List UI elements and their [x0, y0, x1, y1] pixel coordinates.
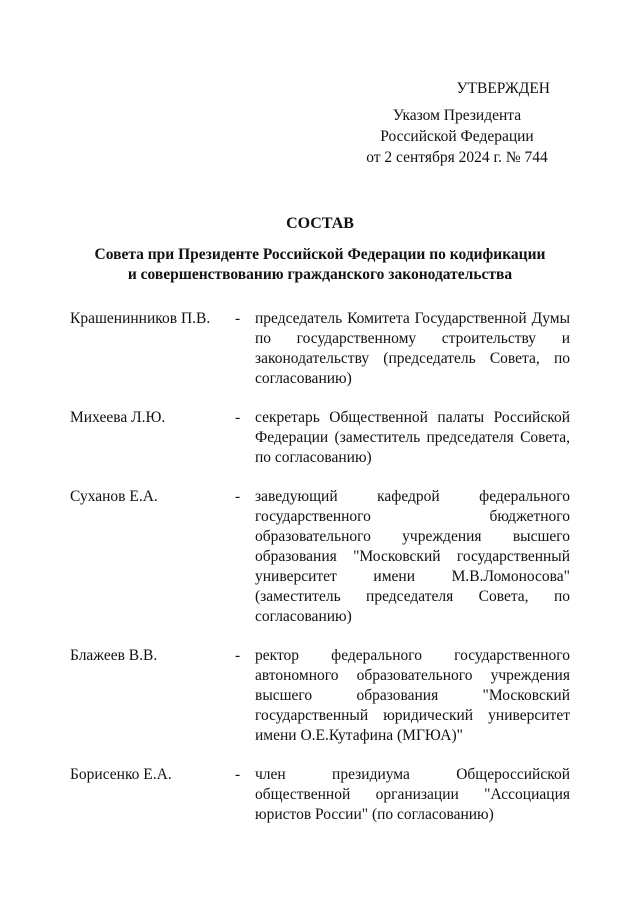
member-row	[70, 487, 570, 627]
member-row	[70, 309, 570, 389]
member-role: член президиума Общероссийской общественной организации "Ассоциация юристов России" (по согласованию)	[255, 766, 570, 823]
approval-line-date: от 2 сентября 2024 г. № 744	[366, 149, 548, 166]
member-dash: -	[235, 766, 241, 783]
member-dash: -	[235, 647, 241, 664]
approval-line-federation: Российской Федерации	[380, 128, 534, 145]
document-subtitle-line-2: и совершенствованию гражданского законодательства	[127, 266, 513, 283]
document-title-block	[70, 215, 570, 285]
member-name: Суханов Е.А.	[70, 488, 158, 505]
member-row	[70, 408, 570, 468]
approval-line-decree: Указом Президента	[392, 107, 522, 124]
member-role: председатель Комитета Государственной Думы по государственному строительству и законодательству (председатель Совета, по согласованию)	[255, 310, 570, 387]
member-role: заведующий кафедрой федерального государственного бюджетного образовательного учреждения высшего образования "Московский государственный университет имени М.В.Ломоносова" (заместитель председателя Совета, по согласованию)	[255, 488, 570, 625]
member-dash: -	[235, 310, 241, 327]
member-dash: -	[235, 409, 241, 426]
member-name: Михеева Л.Ю.	[70, 409, 166, 426]
document-title: СОСТАВ	[286, 215, 354, 232]
member-name: Борисенко Е.А.	[70, 766, 172, 783]
member-role: ректор федерального государственного автономного образовательного учреждения высшего образования "Московский государственный юридический университет имени О.Е.Кутафина (МГЮА)"	[255, 647, 570, 744]
member-list	[70, 309, 570, 844]
member-row	[70, 765, 570, 825]
member-name: Крашенинников П.В.	[70, 310, 211, 327]
approval-heading: УТВЕРЖДЕН	[456, 80, 550, 97]
member-role: секретарь Общественной палаты Российской Федерации (заместитель председателя Совета, по согласованию)	[255, 409, 570, 466]
member-dash: -	[235, 488, 241, 505]
member-row	[70, 646, 570, 746]
document-subtitle-line-1: Совета при Президенте Российской Федерации по кодификации	[94, 246, 546, 263]
approval-block	[322, 78, 562, 168]
member-name: Блажеев В.В.	[70, 647, 158, 664]
